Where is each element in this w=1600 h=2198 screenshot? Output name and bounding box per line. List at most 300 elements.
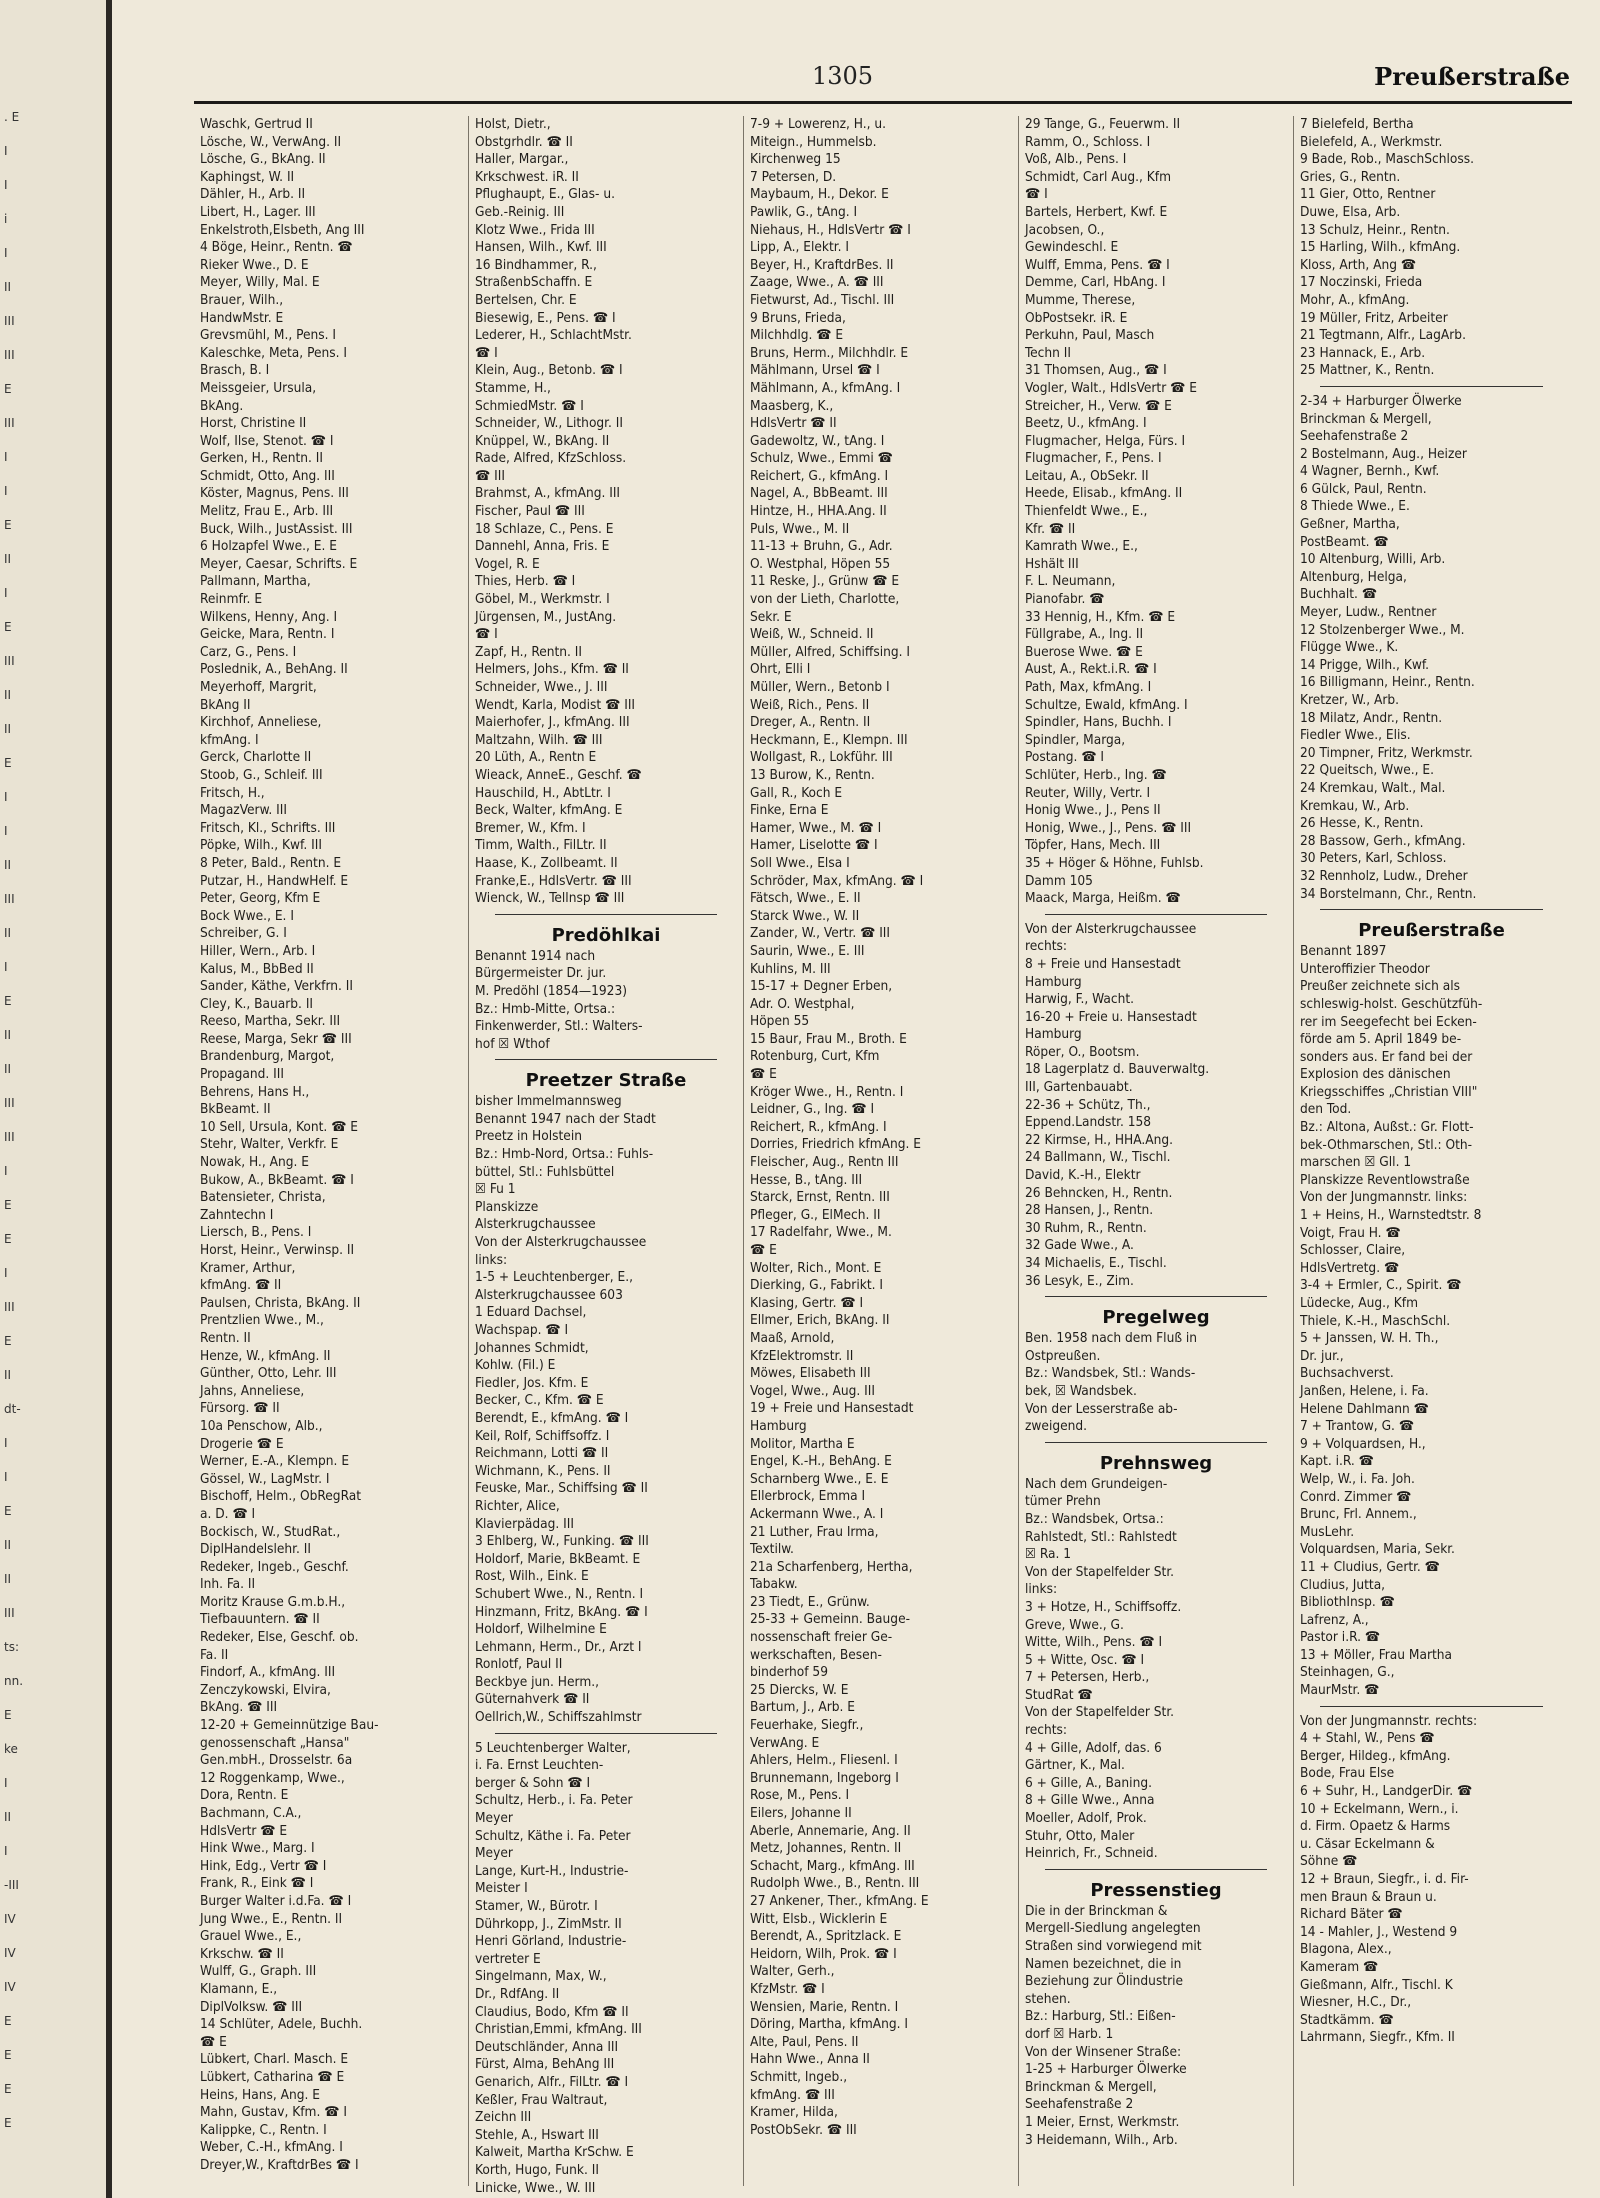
directory-entry: Kameram ☎: [1300, 1958, 1379, 1975]
section-divider: [1045, 1869, 1267, 1870]
directory-entry: Güternahverk ☎ II: [475, 1691, 590, 1708]
directory-entry: 16 Bindhammer, R.,: [475, 256, 597, 273]
directory-entry: 7 Petersen, D.: [750, 168, 837, 185]
directory-entry: Fritsch, Kl., Schrifts. III: [200, 819, 336, 836]
directory-entry: Eilers, Johanne II: [750, 1805, 852, 1821]
directory-entry: Schmidt, Otto, Ang. III: [200, 467, 335, 484]
directory-entry: Wulff, Emma, Pens. ☎ I: [1025, 256, 1170, 273]
directory-entry: Knüppel, W., BkAng. II: [475, 432, 610, 449]
directory-entry: Brauer, Wilh.,: [200, 291, 284, 308]
directory-entry: Von der Alsterkrugchaussee: [1025, 920, 1197, 937]
section-divider: [1045, 1296, 1267, 1297]
directory-entry: Bockisch, W., StudRat.,: [200, 1523, 341, 1540]
directory-entry: 10 Altenburg, Willi, Arb.: [1300, 551, 1446, 568]
gutter-fragment: I: [4, 1266, 8, 1280]
directory-entry: Preetz in Holstein: [475, 1128, 582, 1145]
directory-entry: 20 Lüth, A., Rentn E: [475, 749, 597, 766]
gutter-fragment: II: [4, 926, 12, 940]
directory-entry: Ackermann Wwe., A. I: [750, 1505, 884, 1522]
directory-entry: Wensien, Marie, Rentn. I: [750, 1998, 899, 2015]
gutter-fragment: II: [4, 722, 12, 736]
directory-entry: 24 Kremkau, Walt., Mal.: [1300, 779, 1446, 796]
directory-entry: Cludius, Jutta,: [1300, 1576, 1386, 1593]
directory-entry: 28 Hansen, J., Rentn.: [1025, 1202, 1154, 1219]
directory-entry: Thienfeldt Wwe., E.,: [1025, 503, 1148, 520]
gutter-fragment: I: [4, 1436, 8, 1450]
directory-entry: Bielefeld, A., Werkmstr.: [1300, 133, 1443, 150]
directory-entry: Hamburg: [1025, 1026, 1082, 1043]
street-heading: Pressenstieg: [1090, 1879, 1222, 1901]
directory-entry: binderhof 59: [750, 1664, 828, 1681]
gutter-fragment: E: [4, 1334, 12, 1348]
header-rule: [194, 101, 1572, 104]
gutter-fragment: I: [4, 1776, 8, 1790]
directory-entry: SchmiedMstr. ☎ I: [475, 397, 584, 414]
directory-entry: Steinhagen, G.,: [1300, 1664, 1395, 1681]
directory-entry: Schmitt, Ingeb.,: [750, 2068, 848, 2085]
directory-entry: 34 Michaelis, E., Tischl.: [1025, 1255, 1167, 1271]
directory-entry: Füllgrabe, A., Ing. II: [1025, 626, 1144, 643]
directory-entry: 24 Ballmann, W., Tischl.: [1025, 1149, 1171, 1166]
directory-entry: Bertelsen, Chr. E: [475, 291, 577, 308]
directory-entry: Schubert Wwe., N., Rentn. I: [475, 1585, 644, 1602]
directory-entry: Tiefbauuntern. ☎ II: [200, 1611, 320, 1628]
directory-entry: Stehr, Walter, Verkfr. E: [200, 1136, 339, 1153]
directory-entry: Beck, Walter, kfmAng. E: [475, 802, 623, 819]
directory-entry: Holdorf, Wilhelmine E: [475, 1621, 607, 1638]
directory-entry: Ohrt, Elli I: [750, 661, 811, 678]
directory-entry: tümer Prehn: [1025, 1493, 1101, 1510]
directory-entry: Klein, Aug., Betonb. ☎ I: [475, 362, 623, 379]
directory-entry: 18 Lagerplatz d. Bauverwaltg.: [1025, 1061, 1210, 1078]
directory-entry: Ramm, O., Schloss. I: [1025, 133, 1151, 150]
directory-entry: Milchhdlg. ☎ E: [750, 327, 844, 344]
directory-entry: Von der Jungmannstr. rechts:: [1300, 1712, 1478, 1729]
gutter-fragment: IV: [4, 1946, 16, 1960]
directory-entry: 32 Rennholz, Ludw., Dreher: [1300, 867, 1468, 884]
directory-entry: Brunc, Frl. Annem.,: [1300, 1506, 1417, 1523]
directory-entry: Maltzahn, Wilh. ☎ III: [475, 731, 603, 748]
gutter-fragment: III: [4, 1300, 15, 1314]
directory-entry: Prentzlien Wwe., M.,: [200, 1312, 324, 1329]
directory-entry: Wieack, AnneE., Geschf. ☎: [475, 766, 642, 783]
directory-entry: BibliothInsp. ☎: [1300, 1594, 1395, 1611]
directory-entry: Ellmer, Erich, BkAng. II: [750, 1312, 890, 1329]
directory-entry: Benannt 1897: [1300, 943, 1387, 960]
directory-entry: Dührkopp, J., ZimMstr. II: [475, 1915, 622, 1932]
gutter-fragment: ke: [4, 1742, 18, 1756]
directory-entry: KfzElektromstr. II: [750, 1347, 854, 1364]
directory-entry: berger & Sohn ☎ I: [475, 1774, 591, 1791]
directory-entry: Thiele, K.-H., MaschSchl.: [1300, 1312, 1451, 1329]
directory-entry: bek, ☒ Wandsbek.: [1025, 1382, 1137, 1399]
directory-entry: Vogel, Wwe., Aug. III: [750, 1382, 875, 1399]
gutter-fragment: II: [4, 858, 12, 872]
gutter-fragment: E: [4, 2014, 12, 2028]
directory-entry: Schneider, Wwe., J. III: [475, 679, 608, 695]
gutter-fragment: dt-: [4, 1402, 21, 1416]
section-divider: [1320, 386, 1543, 387]
directory-entry: 23 Tiedt, E., Grünw.: [750, 1593, 870, 1610]
gutter-fragment: I: [4, 586, 8, 600]
directory-entry: MusLehr.: [1300, 1523, 1355, 1540]
directory-entry: Von der Winsener Straße:: [1025, 2043, 1182, 2060]
directory-entry: Mumme, Therese,: [1025, 291, 1136, 308]
directory-entry: Bremer, W., Kfm. I: [475, 819, 586, 836]
directory-entry: Dähler, H., Arb. II: [200, 186, 306, 203]
gutter-fragment: nn.: [4, 1674, 24, 1688]
directory-entry: Krkschw. ☎ II: [200, 1945, 284, 1962]
directory-entry: Schultz, Käthe i. Fa. Peter: [475, 1827, 631, 1844]
directory-entry: Schultze, Ewald, kfmAng. I: [1025, 696, 1188, 713]
gutter-fragment: II: [4, 1572, 12, 1586]
directory-entry: PostBeamt. ☎: [1300, 533, 1389, 550]
directory-entry: Pianofabr. ☎: [1025, 591, 1105, 608]
directory-entry: 8 + Gille Wwe., Anna: [1025, 1792, 1155, 1809]
directory-entry: Genarich, Alfr., FilLtr. ☎ I: [475, 2073, 629, 2090]
directory-entry: Voß, Alb., Pens. I: [1025, 151, 1127, 168]
directory-entry: Peter, Georg, Kfm E: [200, 890, 321, 907]
directory-entry: Lüdecke, Aug., Kfm: [1300, 1295, 1418, 1311]
directory-entry: 10a Penschow, Alb.,: [200, 1417, 323, 1434]
directory-entry: Becker, C., Kfm. ☎ E: [475, 1392, 604, 1409]
directory-entry: Wolf, Ilse, Stenot. ☎ I: [200, 432, 334, 449]
gutter-fragment: E: [4, 1708, 12, 1722]
directory-entry: Meissgeier, Ursula,: [200, 379, 317, 396]
directory-entry: von der Lieth, Charlotte,: [750, 591, 900, 608]
street-heading: Prehnsweg: [1099, 1452, 1213, 1474]
directory-entry: Meister I: [475, 1880, 528, 1897]
directory-entry: Brinckman & Mergell,: [1300, 410, 1432, 427]
directory-entry: Kalippke, C., Rentn. I: [200, 2121, 327, 2138]
directory-entry: Mahn, Gustav, Kfm. ☎ I: [200, 2104, 347, 2121]
gutter-fragment: I: [4, 178, 8, 192]
directory-entry: Zander, W., Vertr. ☎ III: [750, 925, 891, 942]
directory-entry: Vogel, R. E: [475, 555, 540, 572]
directory-entry: Christian,Emmi, kfmAng. III: [475, 2021, 642, 2038]
directory-entry: Meyer: [475, 1845, 513, 1862]
directory-entry: Buchhalt. ☎: [1300, 586, 1378, 603]
gutter-fragment: I: [4, 960, 8, 974]
directory-entry: 25 Diercks, W. E: [750, 1681, 849, 1698]
directory-entry: Fätsch, Wwe., E. II: [750, 890, 861, 907]
directory-entry: 31 Thomsen, Aug., ☎ I: [1025, 362, 1167, 379]
directory-entry: StudRat ☎: [1025, 1686, 1093, 1703]
directory-entry: Hintze, H., HHA.Ang. II: [750, 503, 887, 520]
directory-entry: hof ☒ Wthof: [475, 1035, 550, 1052]
directory-entry: 12 + Braun, Siegfr., i. d. Fir-: [1300, 1871, 1469, 1887]
directory-entry: Jürgensen, M., JustAng.: [475, 608, 617, 625]
directory-entry: links:: [475, 1251, 508, 1268]
directory-entry: Gerck, Charlotte II: [200, 749, 312, 766]
directory-entry: Schneider, W., Lithogr. II: [475, 415, 623, 432]
directory-entry: Weber, C.-H., kfmAng. I: [200, 2139, 343, 2156]
directory-entry: 22 Kirmse, H., HHA.Ang.: [1025, 1131, 1174, 1148]
section-divider: [495, 1059, 717, 1060]
directory-entry: Kalus, M., BbBed II: [200, 960, 314, 977]
gutter-fragment: E: [4, 2048, 12, 2062]
directory-entry: Gries, G., Rentn.: [1300, 168, 1401, 185]
directory-entry: Blagona, Alex.,: [1300, 1941, 1392, 1958]
directory-entry: Richter, Alice,: [475, 1497, 560, 1514]
directory-entry: Döring, Martha, kfmAng. I: [750, 2016, 909, 2033]
directory-entry: Beckbye jun. Herm.,: [475, 1673, 599, 1690]
directory-entry: 9 Bruns, Frieda,: [750, 309, 846, 326]
directory-entry: Feuske, Mar., Schiffsing ☎ II: [475, 1480, 648, 1497]
directory-entry: Müller, Wern., Betonb I: [750, 679, 890, 695]
directory-entry: Seehafenstraße 2: [1300, 428, 1409, 445]
directory-entry: DiplHandelslehr. II: [200, 1541, 311, 1558]
directory-entry: Keil, Rolf, Schiffsoffz. I: [475, 1427, 610, 1444]
directory-entry: Klasing, Gertr. ☎ I: [750, 1294, 864, 1311]
directory-entry: ☎ E: [200, 2033, 227, 2050]
directory-entry: 17 Noczinski, Frieda: [1300, 274, 1423, 291]
directory-entry: 14 - Mahler, J., Westend 9: [1300, 1923, 1458, 1940]
directory-entry: 30 Peters, Karl, Schloss.: [1300, 850, 1447, 867]
directory-entry: 32 Gade Wwe., A.: [1025, 1237, 1134, 1254]
directory-entry: Honig Wwe., J., Pens II: [1025, 802, 1161, 819]
directory-entry: genossenschaft „Hansa": [200, 1734, 350, 1751]
directory-entry: Maaß, Arnold,: [750, 1329, 835, 1346]
directory-entry: Namen bezeichnet, die in: [1025, 1955, 1182, 1972]
directory-entry: Hamer, Liselotte ☎ I: [750, 837, 878, 854]
directory-entry: Schultz, Herb., i. Fa. Peter: [475, 1792, 633, 1809]
directory-entry: 7 Bielefeld, Bertha: [1300, 116, 1414, 132]
directory-entry: kfmAng. I: [200, 731, 259, 748]
gutter-fragment: I: [4, 246, 8, 260]
directory-entry: Alsterkrugchaussee 603: [475, 1286, 623, 1303]
directory-entry: Inh. Fa. II: [200, 1576, 256, 1593]
directory-entry: Schröder, Max, kfmAng. ☎ I: [750, 872, 924, 889]
directory-entry: Finkenwerder, Stl.: Walters-: [475, 1018, 643, 1035]
directory-entry: förde am 5. April 1849 be-: [1300, 1031, 1462, 1048]
directory-entry: Damm 105: [1025, 872, 1093, 889]
directory-entry: Dora, Rentn. E: [200, 1787, 289, 1804]
directory-entry: dorf ☒ Harb. 1: [1025, 2025, 1114, 2042]
directory-entry: Kamrath Wwe., E.,: [1025, 538, 1138, 555]
directory-entry: Hahn Wwe., Anna II: [750, 2051, 870, 2068]
gutter-fragment: I: [4, 450, 8, 464]
directory-entry: Behrens, Hans H.,: [200, 1083, 310, 1100]
directory-entry: Klotz Wwe., Frida III: [475, 221, 595, 238]
gutter-fragment: II: [4, 688, 12, 702]
directory-entry: Wiesner, H.C., Dr.,: [1300, 1994, 1412, 2011]
directory-entry: Kremkau, W., Arb.: [1300, 797, 1410, 814]
gutter-fragment: III: [4, 1130, 15, 1144]
directory-entry: stehen.: [1025, 1990, 1071, 2007]
directory-entry: Pastor i.R. ☎: [1300, 1629, 1381, 1646]
directory-entry: Hauschild, H., AbtLtr. I: [475, 784, 611, 801]
directory-entry: 8 Thiede Wwe., E.: [1300, 498, 1410, 515]
directory-entry: Brahmst, A., kfmAng. III: [475, 485, 621, 502]
directory-entry: Wienck, W., Tellnsp ☎ III: [475, 890, 625, 907]
directory-entry: Holst, Dietr.,: [475, 116, 551, 132]
directory-entry: 8 Peter, Bald., Rentn. E: [200, 854, 342, 871]
directory-entry: Adr. O. Westphal,: [750, 995, 855, 1012]
directory-entry: Jahns, Anneliese,: [200, 1382, 305, 1399]
directory-entry: Brasch, B. I: [200, 362, 270, 379]
directory-entry: 34 Borstelmann, Chr., Rentn.: [1300, 885, 1477, 902]
directory-entry: 25 Mattner, K., Rentn.: [1300, 362, 1435, 379]
directory-entry: Wolter, Rich., Mont. E: [750, 1259, 882, 1276]
directory-entry: 15-17 + Degner Erben,: [750, 978, 893, 995]
gutter-fragment: I: [4, 1164, 8, 1178]
directory-entry: rechts:: [1025, 938, 1068, 955]
gutter-fragment: II: [4, 1062, 12, 1076]
directory-entry: Rudolph Wwe., B., Rentn. III: [750, 1875, 920, 1892]
directory-entry: Rotenburg, Curt, Kfm: [750, 1048, 880, 1065]
directory-entry: Kirchhof, Anneliese,: [200, 714, 322, 731]
directory-entry: 1 Eduard Dachsel,: [475, 1304, 587, 1321]
directory-entry: Witte, Wilh., Pens. ☎ I: [1025, 1634, 1163, 1651]
directory-entry: Gärtner, K., Mal.: [1025, 1757, 1125, 1774]
directory-entry: 25-33 + Gemeinn. Bauge-: [750, 1611, 911, 1628]
directory-entry: Schlüter, Herb., Ing. ☎: [1025, 766, 1167, 783]
directory-entry: Wollgast, R., Lokführ. III: [750, 749, 893, 766]
directory-entry: Kriegsschiffes „Christian VIII": [1300, 1083, 1478, 1100]
directory-entry: 26 Behncken, H., Rentn.: [1025, 1184, 1173, 1201]
directory-entry: 11-13 + Bruhn, G., Adr.: [750, 538, 893, 555]
directory-entry: O. Westphal, Höpen 55: [750, 555, 891, 572]
gutter-fragment: . E: [4, 110, 20, 124]
directory-entry: Zaage, Wwe., A. ☎ III: [750, 274, 884, 291]
directory-entry: Bartum, J., Arb. E: [750, 1699, 856, 1716]
directory-entry: ☎ I: [475, 626, 498, 643]
directory-entry: Niehaus, H., HdlsVertr ☎ I: [750, 221, 911, 238]
directory-entry: Kuhlins, M. III: [750, 960, 831, 977]
gutter-fragment: II: [4, 1538, 12, 1552]
directory-entry: Klamann, E.,: [200, 1980, 278, 1997]
directory-entry: Bz.: Wandsbek, Stl.: Wands-: [1025, 1365, 1196, 1382]
directory-entry: Lübkert, Catharina ☎ E: [200, 2068, 345, 2085]
directory-entry: i. Fa. Ernst Leuchten-: [475, 1757, 604, 1774]
column-4: [1019, 116, 1294, 2186]
directory-entry: Dierking, G., Fabrikt. I: [750, 1277, 883, 1294]
directory-entry: Pfleger, G., ElMech. II: [750, 1206, 881, 1223]
directory-entry: Schmidt, Carl Aug., Kfm: [1025, 168, 1171, 185]
gutter-fragment: II: [4, 552, 12, 566]
directory-entry: Meyer, Ludw., Rentner: [1300, 604, 1437, 621]
directory-entry: Geb.-Reinig. III: [475, 203, 565, 220]
directory-entry: Buerose Wwe. ☎ E: [1025, 643, 1143, 660]
directory-entry: Lübkert, Charl. Masch. E: [200, 2051, 349, 2068]
directory-entry: 1 + Heins, H., Warnstedtstr. 8: [1300, 1207, 1482, 1224]
directory-entry: 8 + Freie und Hansestadt: [1025, 955, 1181, 972]
directory-entry: Preußer zeichnete sich als: [1300, 978, 1460, 995]
directory-entry: marschen ☒ Gll. 1: [1300, 1154, 1412, 1171]
directory-entry: rechts:: [1025, 1722, 1068, 1739]
directory-entry: Reuter, Willy, Vertr. I: [1025, 784, 1151, 801]
directory-entry: Waschk, Gertrud II: [200, 116, 313, 132]
directory-entry: Meyer: [475, 1810, 513, 1827]
directory-entry: Fleischer, Aug., Rentn III: [750, 1154, 899, 1171]
gutter-fragment: IV: [4, 1980, 16, 1994]
directory-entry: Fürsorg. ☎ II: [200, 1400, 280, 1417]
directory-entry: Beetz, U., kfmAng. I: [1025, 415, 1147, 432]
directory-entry: David, K.-H., Elektr: [1025, 1167, 1141, 1184]
directory-entry: Richard Bäter ☎: [1300, 1906, 1403, 1923]
directory-entry: Lederer, H., SchlachtMstr.: [475, 327, 632, 344]
directory-entry: Gewindeschl. E: [1025, 239, 1119, 256]
directory-entry: zweigend.: [1025, 1418, 1088, 1435]
directory-entry: 12 Stolzenberger Wwe., M.: [1300, 621, 1465, 638]
directory-entry: Vogler, Walt., HdlsVertr ☎ E: [1025, 379, 1197, 396]
directory-entry: 7-9 + Lowerenz, H., u.: [750, 116, 887, 132]
directory-entry: Korth, Hugo, Funk. II: [475, 2161, 599, 2178]
directory-entry: Rose, M., Pens. I: [750, 1787, 850, 1804]
directory-entry: 23 Hannack, E., Arb.: [1300, 344, 1426, 361]
gutter-fragment: II: [4, 280, 12, 294]
directory-entry: Wulff, G., Graph. III: [200, 1963, 317, 1980]
directory-entry: 19 Müller, Fritz, Arbeiter: [1300, 309, 1448, 326]
directory-entry: Köster, Magnus, Pens. III: [200, 485, 349, 502]
directory-entry: M. Predöhl (1854—1923): [475, 982, 628, 999]
directory-entry: Moritz Krause G.m.b.H.,: [200, 1593, 346, 1610]
directory-entry: ☎ I: [475, 344, 498, 361]
directory-entry: Stamme, H.,: [475, 379, 551, 396]
directory-entry: Alsterkrugchaussee: [475, 1216, 596, 1233]
directory-entry: links:: [1025, 1581, 1058, 1598]
directory-entry: Aberle, Annemarie, Ang. II: [750, 1822, 911, 1839]
directory-entry: Harwig, F., Wacht.: [1025, 991, 1135, 1008]
directory-entry: 18 Milatz, Andr., Rentn.: [1300, 709, 1443, 726]
directory-entry: 13 Schulz, Heinr., Rentn.: [1300, 221, 1450, 238]
directory-entry: Singelmann, Max, W.,: [475, 1968, 607, 1985]
directory-entry: 28 Bassow, Gerh., kfmAng.: [1300, 832, 1466, 849]
directory-entry: Starck Wwe., W. II: [750, 907, 860, 924]
directory-entry: Planskizze: [475, 1198, 539, 1215]
directory-entry: 35 + Höger & Höhne, Fuhlsb.: [1025, 854, 1204, 871]
directory-entry: 27 Ankener, Ther., kfmAng. E: [750, 1892, 929, 1909]
directory-entry: Berendt, A., Spritzlack. E: [750, 1928, 902, 1945]
directory-entry: Spindler, Marga,: [1025, 731, 1126, 748]
directory-entry: Schreiber, G. I: [200, 925, 287, 942]
directory-entry: Perkuhn, Paul, Masch: [1025, 327, 1155, 344]
directory-entry: a. D. ☎ I: [200, 1505, 256, 1522]
directory-entry: kfmAng. ☎ III: [750, 2086, 835, 2103]
directory-entry: Kretzer, W., Arb.: [1300, 692, 1400, 708]
directory-entry: 13 + Möller, Frau Martha: [1300, 1646, 1453, 1663]
directory-entry: Flugmacher, Helga, Fürs. I: [1025, 432, 1186, 449]
directory-entry: Flügge Wwe., K.: [1300, 639, 1399, 656]
directory-entry: Haller, Margar.,: [475, 151, 569, 168]
gutter-fragment: III: [4, 416, 15, 430]
directory-entry: Bruns, Herm., Milchhdlr. E: [750, 344, 909, 361]
directory-entry: Von der Jungmannstr. links:: [1300, 1189, 1468, 1206]
directory-entry: Wendt, Karla, Modist ☎ III: [475, 696, 636, 713]
directory-entry: Oellrich,W., Schiffszahlmstr: [475, 1709, 642, 1726]
directory-entry: Kirchenweg 15: [750, 151, 841, 168]
directory-entry: Ostpreußen.: [1025, 1347, 1101, 1364]
directory-entry: Spindler, Hans, Buchh. I: [1025, 714, 1172, 731]
directory-entry: Maasberg, K.,: [750, 397, 834, 414]
directory-entry: Nowak, H., Ang. E: [200, 1154, 309, 1171]
directory-entry: Redeker, Ingeb., Geschf.: [200, 1558, 349, 1575]
directory-entry: Demme, Carl, HbAng. I: [1025, 274, 1166, 291]
directory-entry: Greve, Wwe., G.: [1025, 1616, 1124, 1633]
directory-entry: Gössel, W., LagMstr. I: [200, 1470, 330, 1487]
directory-entry: Buck, Wilh., JustAssist. III: [200, 520, 353, 537]
directory-entry: 19 + Freie und Hansestadt: [750, 1400, 914, 1417]
directory-entry: Weiß, W., Schneid. II: [750, 626, 874, 643]
directory-entry: Lösche, G., BkAng. II: [200, 151, 326, 168]
directory-entry: 3 + Hotze, H., Schiffsoffz.: [1025, 1598, 1182, 1615]
gutter-fragment: III: [4, 892, 15, 906]
gutter-fragment: II: [4, 1028, 12, 1042]
directory-entry: Fürst, Alma, BehAng III: [475, 2056, 615, 2073]
directory-entry: Nach dem Grundeigen-: [1025, 1475, 1168, 1492]
directory-entry: Kloss, Arth, Ang ☎: [1300, 256, 1417, 273]
